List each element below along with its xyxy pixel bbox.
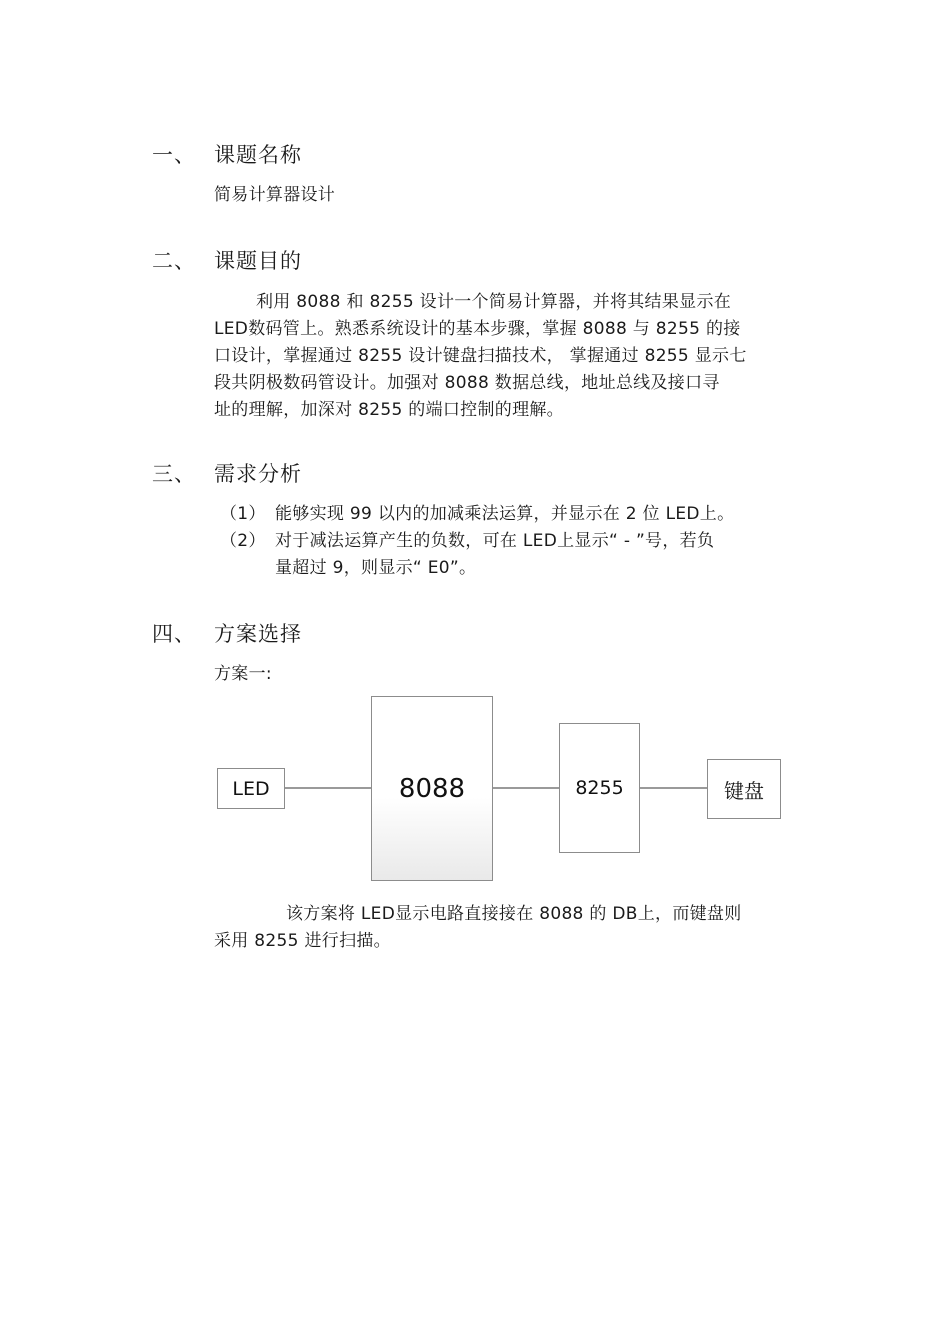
scheme-description-line: 采用 8255 进行扫描。 [214,931,391,951]
section-4-title: 方案选择 [214,622,302,646]
section-3-number: 三、 [152,462,196,486]
led-box [217,768,285,809]
list-item-marker: （1） [220,504,266,524]
keyboard-label: 键盘 [724,778,764,803]
connector-8255-keyboard [639,787,708,789]
scheme-label: 方案一: [214,664,272,684]
section-3-title: 需求分析 [214,462,302,486]
list-item-marker: （2） [220,531,266,551]
paragraph-line: 口设计，掌握通过 8255 设计键盘扫描技术， 掌握通过 8255 显示七 [214,346,747,366]
connector-8088-8255 [492,787,560,789]
keyboard-box [707,759,781,819]
paragraph-line: 利用 8088 和 8255 设计一个简易计算器，并将其结果显示在 [256,292,732,312]
ppi-8255-box [559,723,640,853]
ppi-8255-label: 8255 [575,777,624,799]
led-box-label: LED [232,777,270,800]
section-4-number: 四、 [152,622,196,646]
cpu-8088-label: 8088 [398,773,466,804]
connector-led-8088 [284,787,372,789]
paragraph-line: 址的理解，加深对 8255 的端口控制的理解。 [214,400,564,420]
list-item-text: 对于减法运算产生的负数，可在 LED上显示“ - ”号，若负 [275,531,715,551]
section-2-title: 课题目的 [214,249,302,273]
paragraph-line: 段共阴极数码管设计。加强对 8088 数据总线，地址总线及接口寻 [214,373,720,393]
section-2-number: 二、 [152,249,196,273]
list-item-text: 能够实现 99 以内的加减乘法运算，并显示在 2 位 LED上。 [275,504,735,524]
section-1-text: 简易计算器设计 [214,185,336,205]
list-item-text: 量超过 9，则显示“ E0”。 [275,558,477,578]
paragraph-line: LED数码管上。熟悉系统设计的基本步骤，掌握 8088 与 8255 的接 [214,319,741,339]
cpu-8088-box [371,696,493,881]
section-1-title: 课题名称 [214,143,302,167]
section-1-number: 一、 [152,143,196,167]
scheme-description-line: 该方案将 LED显示电路直接接在 8088 的 DB上，而键盘则 [286,904,742,924]
